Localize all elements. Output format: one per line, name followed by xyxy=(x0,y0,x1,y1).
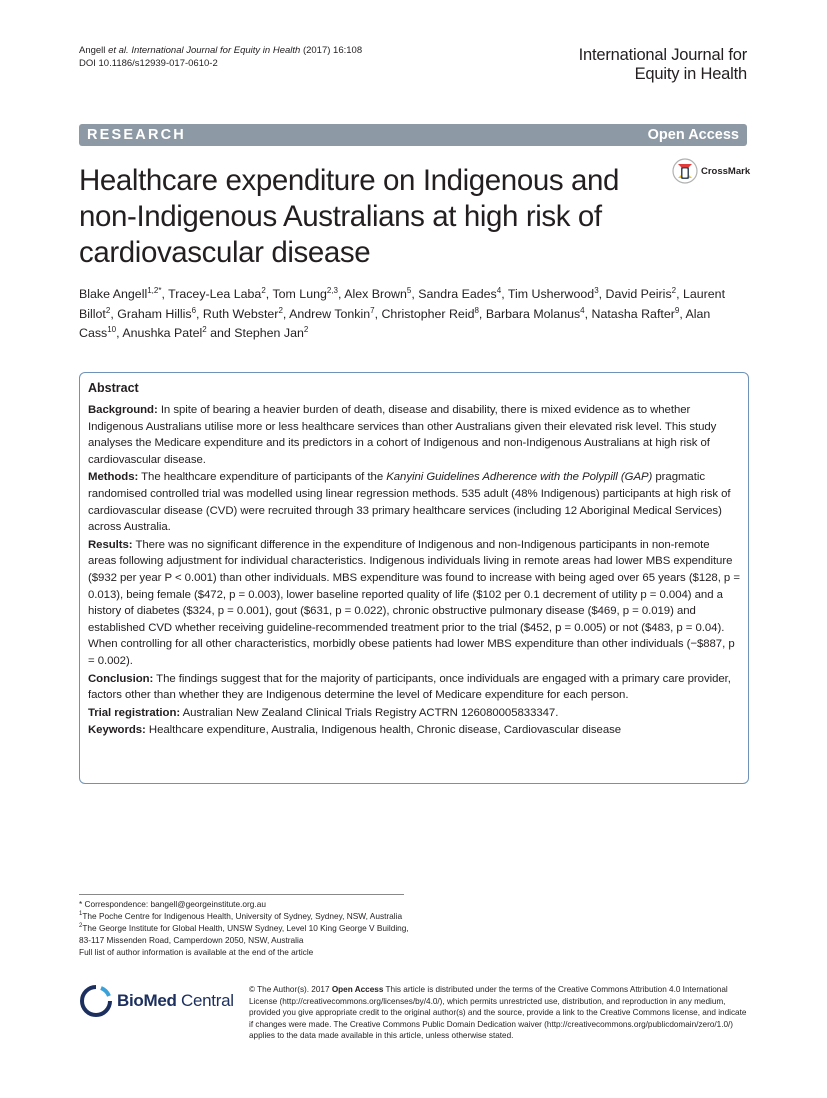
results-text: There was no significant difference in the expenditure of Indigenous and non-Indigenous participants in non-remote areas following adjustment for individual characteristics. Indigenous individuals living in remote areas had lower MBS expenditure ($932 per year P < 0.001) than other individuals. MBS expenditure was found to increase with being aged over 65 years ($128, p = 0.013), being female ($472, p = 0.003), lower baseline reported quality of life ($102 per 0.1 decrement of utility p = 0.004) and a history of diabetes ($324, p = 0.001), gout ($631, p = 0.022), chronic obstructive pulmonary disease ($469, p = 0.019) and established CVD whether receiving guideline-recommended treatment prior to the trial ($452, p = 0.005) or not ($483, p = 0.04). When controlling for all other characteristics, morbidly obese patients had lower MBS expenditure than other individuals (−$887, p = 0.002). xyxy=(88,538,740,667)
author-name-text: Barbara Molanus xyxy=(485,306,581,321)
author-affiliation: 1,2* xyxy=(147,285,162,295)
crossmark-label: CrossMark xyxy=(701,165,751,177)
author-name-text: David Peiris xyxy=(605,287,672,301)
license-text: This article is distributed under the terms of the Creative Commons Attribution 4.0 International License (http://creativecommons.org/licenses/by/4.0/), which permits unrestricted use, distribution, and reproduction in any medium, provided you give appropriate credit to the original author(s) and the source, provide a link to the Creative Commons license, and indicate if changes were made. The Creative Commons Public Domain Dedication waiver (http://creativecommons.org/publicdomain/zero/1.0/) applies to the data made available in this article, unless otherwise stated. xyxy=(249,985,747,1041)
affiliation-2-text: The George Institute for Global Health, UNSW Sydney, Level 10 King George V Building, 83-117 Missenden Road, Camperdown 2050, NSW, Australia xyxy=(79,923,409,945)
author-affiliation: 4 xyxy=(496,285,502,295)
open-access-label: Open Access xyxy=(647,127,739,143)
logo-central-text: Central xyxy=(176,991,234,1010)
methods-label: Methods: xyxy=(88,471,139,484)
author-affiliation: 5 xyxy=(406,285,412,295)
keywords-label: Keywords: xyxy=(88,724,146,737)
author-affiliation: 2 xyxy=(303,324,309,334)
license-open-access: Open Access xyxy=(331,985,384,994)
affiliation-2-number: 2 xyxy=(79,923,83,930)
citation-block xyxy=(79,44,362,70)
methods-text-2: pragmatic randomised controlled trial was modelled using linear regression methods. 535 adult (48% Indigenous) participants at high risk of cardiovascular disease (CVD) were recruited through 33 primary healthcare services (including 12 Aboriginal Medical Services) across Australia. xyxy=(88,471,731,534)
trial-text: Australian New Zealand Clinical Trials Registry ACTRN 126080005833347. xyxy=(180,706,559,719)
author-affiliation: 3 xyxy=(594,285,599,295)
author-name xyxy=(418,287,501,301)
conclusion-label: Conclusion: xyxy=(88,672,154,685)
author-name xyxy=(344,287,411,301)
author-affiliation: 9 xyxy=(674,305,680,315)
author-name-text: Sandra Eades xyxy=(418,287,497,301)
author-info-note: Full list of author information is available at the end of the article xyxy=(79,947,314,957)
abstract-conclusion xyxy=(88,671,740,704)
crossmark-icon xyxy=(672,158,698,184)
author-affiliation: 8 xyxy=(474,305,479,315)
citation-journal: International Journal for Equity in Health xyxy=(131,45,301,56)
citation-line xyxy=(79,44,362,57)
abstract-background xyxy=(88,402,740,468)
background-label: Background: xyxy=(88,404,158,416)
author-name xyxy=(234,326,308,340)
journal-name-line2: Equity in Health xyxy=(634,65,747,83)
biomed-central-icon xyxy=(79,984,113,1018)
author-affiliation: 2,3 xyxy=(326,285,338,295)
affiliation-1-number: 1 xyxy=(79,911,83,918)
author-affiliation: 6 xyxy=(191,305,197,315)
citation-etal: et al. xyxy=(108,45,129,56)
author-name xyxy=(606,287,677,301)
author-affiliation: 2 xyxy=(202,324,207,334)
author-name-text: Ruth Webster xyxy=(202,306,279,321)
author-name xyxy=(203,307,283,321)
author-name-text: Tim Usherwood xyxy=(507,287,595,301)
citation-volume: (2017) 16:108 xyxy=(300,45,363,56)
license-copyright: © The Author(s). 2017 xyxy=(249,985,332,994)
author-affiliation: 2 xyxy=(261,285,266,295)
background-text: In spite of bearing a heavier burden of death, disease and disability, there is mixed evidence as to whether Indigenous Australians utilise more or less healthcare services than other Australians given their elevated risk level. This study analyses the Medicare expenditure and its predictors in a cohort of Indigenous and non-Indigenous Australians at high risk of cardiovascular disease. xyxy=(88,404,717,466)
citation-authors: Angell xyxy=(79,45,109,56)
author-name-text: Andrew Tonkin xyxy=(289,306,371,321)
abstract-heading: Abstract xyxy=(88,381,139,395)
section-label: RESEARCH xyxy=(87,127,186,143)
author-name xyxy=(79,287,161,301)
affiliation-2 xyxy=(79,922,409,946)
author-name-text: Tracey-Lea Laba xyxy=(168,287,262,301)
trial-label: Trial registration: xyxy=(88,706,181,719)
conclusion-text: The findings suggest that for the majority of participants, once individuals are engaged with a primary care provider, factors other than whether they are Indigenous determine the level of Medicare expenditure for each person. xyxy=(88,672,731,702)
author-name-text: Tom Lung xyxy=(272,287,327,301)
author-affiliation: 10 xyxy=(107,324,117,334)
author-name xyxy=(381,307,478,321)
doi: DOI 10.1186/s12939-017-0610-2 xyxy=(79,58,218,69)
author-name xyxy=(272,287,338,301)
author-name-text: Graham Hillis xyxy=(117,306,192,321)
abstract-keywords xyxy=(88,722,740,739)
correspondence-email[interactable]: * Correspondence: bangell@georgeinstitute.org.au xyxy=(79,899,266,909)
author-affiliation: 7 xyxy=(370,305,375,315)
author-name-text: Natasha Rafter xyxy=(591,306,675,321)
affiliation-1-text: The Poche Centre for Indigenous Health, University of Sydney, Sydney, NSW, Australia xyxy=(82,911,403,921)
section-banner xyxy=(79,124,747,146)
abstract-methods xyxy=(88,469,740,535)
affiliation-1 xyxy=(79,910,409,922)
results-label: Results: xyxy=(88,538,133,551)
journal-name-line1: International Journal for xyxy=(578,46,747,64)
author-affiliation: 2 xyxy=(671,285,677,295)
author-name-text: Alan Cass xyxy=(79,306,711,340)
journal-brand xyxy=(579,46,747,84)
author-name xyxy=(117,307,196,321)
keywords-text: Healthcare expenditure, Australia, Indigenous health, Chronic disease, Cardiovascular disease xyxy=(145,724,622,737)
author-name-text: Laurent Billot xyxy=(79,287,726,321)
crossmark-badge[interactable] xyxy=(672,158,750,184)
author-name-text: Stephen Jan xyxy=(234,326,304,340)
methods-text-1: The healthcare expenditure of participants of the xyxy=(138,471,387,484)
article-title: Healthcare expenditure on Indigenous and non-Indigenous Australians at high risk of cardiovascular disease xyxy=(79,164,619,269)
footnote-divider xyxy=(79,894,404,895)
author-name xyxy=(486,307,585,321)
author-name xyxy=(122,326,206,340)
abstract-trial-registration xyxy=(88,705,740,722)
logo-bold-text: BioMed xyxy=(117,991,177,1010)
author-affiliation: 2 xyxy=(278,305,283,315)
methods-trial-name: Kanyini Guidelines Adherence with the Polypill (GAP) xyxy=(386,471,653,484)
author-name xyxy=(289,307,375,321)
author-affiliation: 2 xyxy=(105,305,111,315)
author-name-text: Christopher Reid xyxy=(381,306,475,321)
biomed-central-logo xyxy=(79,984,234,1018)
author-name-text: Blake Angell xyxy=(79,287,148,301)
footnotes xyxy=(79,898,409,958)
author-name xyxy=(592,307,680,321)
author-name xyxy=(168,287,266,301)
biomed-central-wordmark xyxy=(117,991,234,1011)
author-list: Blake Angell$^{1,2*}$, Tracey-Lea Laba$^2$, Tom Lung$^{2,3}$, Alex Brown$^5$, Sandra Eades$^4$, Tim Usherwood$^3$, David Peiris$^2$, Laurent Billot$^2$, Graham Hillis$^6$, Ruth Webster$^2$, Andrew Tonkin$^7$, Christopher Reid$^8$, Barbara Molanus$^4$, Natasha Rafter$^9$, Alan Cass$^{10}$, Anushka Patel$^2$ and Stephen Jan$^2$ xyxy=(79,285,726,340)
author-name-text: Alex Brown xyxy=(344,287,407,301)
license-statement xyxy=(249,984,751,1042)
author-affiliation: 4 xyxy=(580,305,585,315)
author-name xyxy=(508,287,599,301)
abstract-results xyxy=(88,537,740,670)
author-name-text: Anushka Patel xyxy=(122,326,203,340)
abstract-box xyxy=(79,372,749,784)
